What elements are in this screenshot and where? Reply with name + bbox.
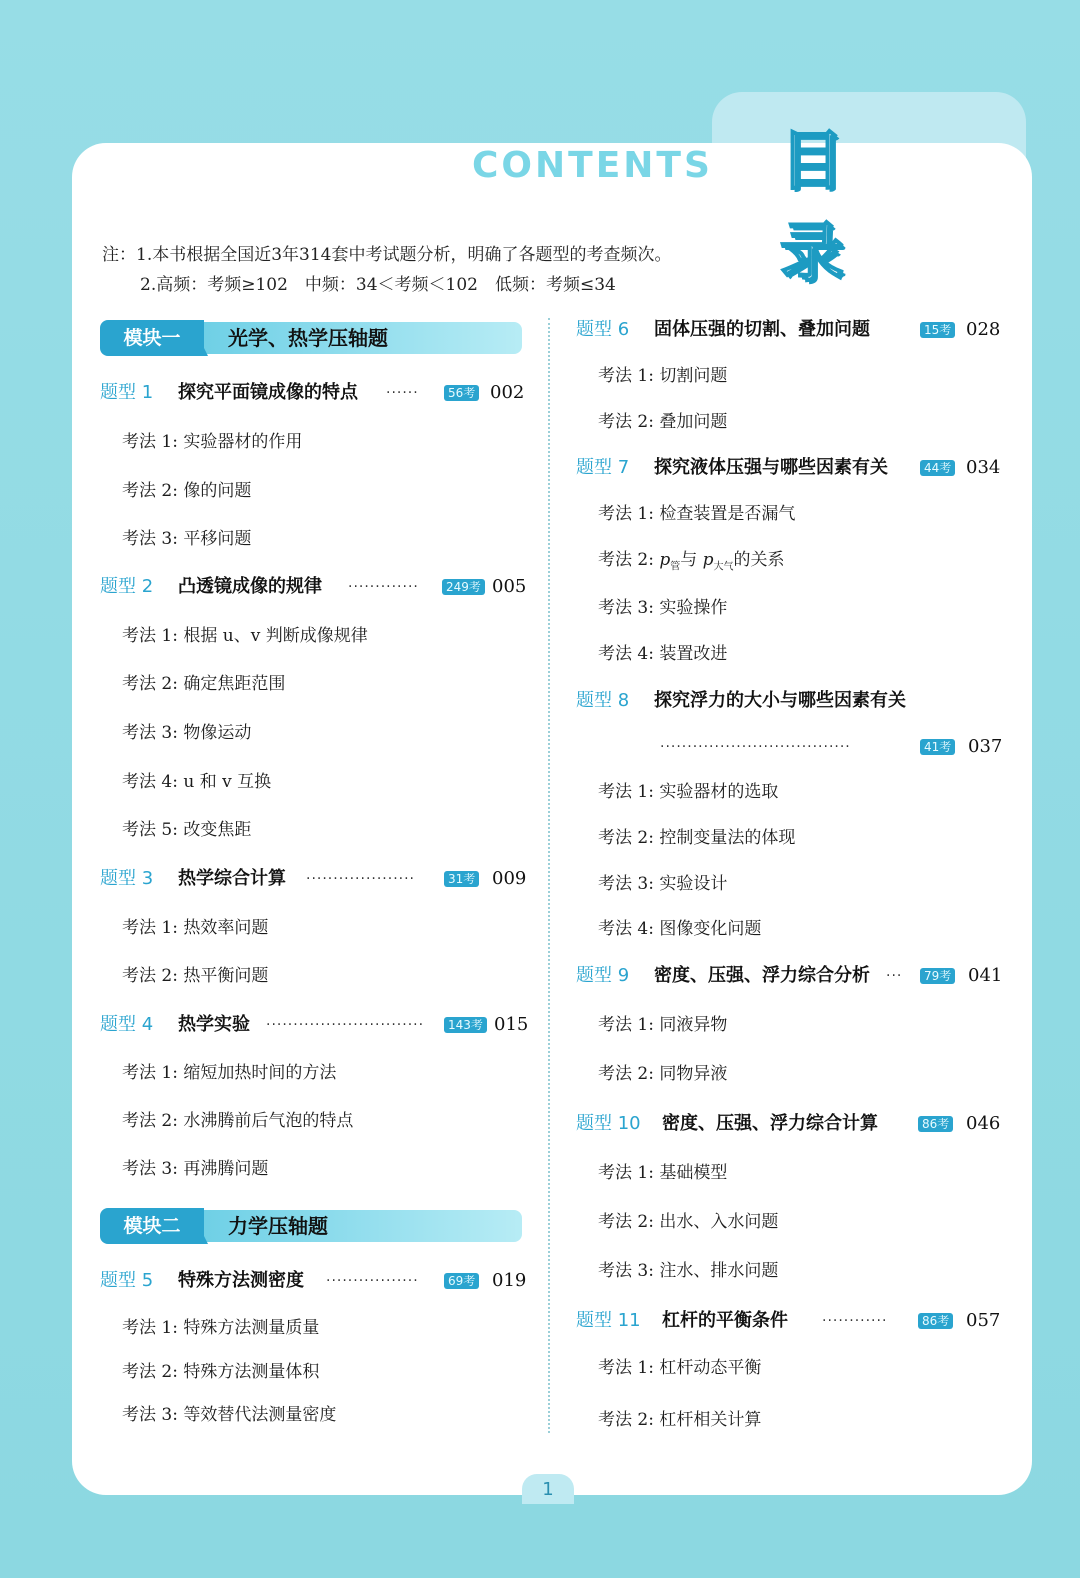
topic-number: 题型 4: [100, 1014, 154, 1035]
toc-topic-7[interactable]: [576, 453, 1000, 483]
toc-method[interactable]: 考法 2: 确定焦距范围: [122, 674, 286, 694]
page-ref: 002: [490, 382, 525, 403]
topic-number: 题型 6: [576, 319, 630, 340]
toc-method[interactable]: 考法 4: 装置改进: [598, 644, 728, 664]
topic-number: 题型 3: [100, 868, 154, 889]
toc-method[interactable]: 考法 1: 基础模型: [598, 1163, 728, 1183]
topic-title: 固体压强的切割、叠加问题: [654, 319, 870, 340]
frequency-badge: 69考: [444, 1273, 479, 1289]
toc-method[interactable]: 考法 1: 实验器材的选取: [598, 782, 779, 802]
frequency-badge: 79考: [920, 968, 955, 984]
toc-topic-9[interactable]: [576, 961, 1003, 991]
toc-topic-8[interactable]: [576, 686, 1000, 716]
module-label: 模块一: [100, 320, 204, 356]
toc-method[interactable]: 考法 1: 同液异物: [598, 1015, 728, 1035]
page-ref: 041: [968, 965, 1003, 986]
topic-title: 探究浮力的大小与哪些因素有关: [654, 690, 906, 711]
topic-number: 题型 8: [576, 690, 630, 711]
toc-topic-2[interactable]: [100, 572, 527, 602]
toc-topic-6[interactable]: [576, 315, 1000, 345]
toc-method[interactable]: 考法 1: 实验器材的作用: [122, 432, 303, 452]
word-relation: 的关系: [733, 550, 785, 570]
topic-title: 探究平面镜成像的特点: [178, 382, 358, 403]
toc-method[interactable]: 考法 5: 改变焦距: [122, 820, 252, 840]
page-ref: 057: [966, 1310, 1001, 1331]
frequency-badge: 56考: [444, 385, 479, 401]
frequency-badge: 86考: [918, 1116, 953, 1132]
page-ref: 046: [966, 1113, 1001, 1134]
leader-dots: ·············: [348, 579, 419, 595]
page-ref: 005: [492, 576, 527, 597]
toc-method[interactable]: 考法 3: 实验操作: [598, 598, 728, 618]
topic-title: 热学综合计算: [178, 868, 286, 889]
topic-title: 杠杆的平衡条件: [662, 1310, 788, 1331]
toc-method[interactable]: 考法 3: 平移问题: [122, 529, 252, 549]
toc-method[interactable]: 考法 2: 出水、入水问题: [598, 1212, 779, 1232]
leader-dots: ···································: [660, 739, 851, 755]
toc-method[interactable]: 考法 3: 等效替代法测量密度: [122, 1405, 337, 1425]
toc-topic-3[interactable]: [100, 864, 527, 894]
toc-topic-10[interactable]: [576, 1109, 1000, 1139]
module-title: 力学压轴题: [228, 1214, 328, 1238]
toc-method[interactable]: 考法 1: 根据 u、v 判断成像规律: [122, 626, 368, 646]
contents-heading: CONTENTS: [472, 145, 713, 186]
toc-method[interactable]: 考法 4: u 和 v 互换: [122, 772, 272, 792]
method-prefix: 考法 2:: [598, 550, 654, 570]
subscript-tube: 管: [670, 561, 681, 573]
topic-number: 题型 2: [100, 576, 154, 597]
toc-topic-5[interactable]: [100, 1266, 527, 1296]
toc-method[interactable]: 考法 4: 图像变化问题: [598, 919, 762, 939]
frequency-badge: 86考: [918, 1313, 953, 1329]
note-line-2: 2.高频：考频≥102 中频：34＜考频＜102 低频：考频≤34: [140, 275, 616, 295]
toc-method[interactable]: 考法 1: 杠杆动态平衡: [598, 1358, 762, 1378]
module-title: 光学、热学压轴题: [228, 326, 388, 350]
frequency-badge: 31考: [444, 871, 479, 887]
toc-method[interactable]: 考法 1: 缩短加热时间的方法: [122, 1063, 337, 1083]
topic-number: 题型 7: [576, 457, 630, 478]
column-divider: [548, 318, 550, 1433]
toc-method[interactable]: 考法 2: 叠加问题: [598, 412, 728, 432]
frequency-badge: 249考: [442, 579, 485, 595]
toc-method[interactable]: 考法 2: 水沸腾前后气泡的特点: [122, 1111, 354, 1131]
frequency-badge: 44考: [920, 460, 955, 476]
page-title: 目录: [780, 125, 882, 291]
frequency-badge: 41考: [920, 739, 955, 755]
toc-method[interactable]: 考法 1: 检查装置是否漏气: [598, 504, 796, 524]
topic-title: 特殊方法测密度: [178, 1270, 304, 1291]
topic-number: 题型 5: [100, 1270, 154, 1291]
page-ref: 009: [492, 868, 527, 889]
toc-method[interactable]: 考法 2: 同物异液: [598, 1064, 728, 1084]
toc-method[interactable]: 考法 2: 控制变量法的体现: [598, 828, 796, 848]
page-ref: 019: [492, 1270, 527, 1291]
leader-dots: ···: [886, 968, 903, 984]
module-label: 模块二: [100, 1208, 204, 1244]
toc-method[interactable]: 考法 2: 热平衡问题: [122, 966, 269, 986]
toc-method[interactable]: 考法 2: 特殊方法测量体积: [122, 1362, 320, 1382]
word-and: 与: [680, 550, 698, 570]
page-ref: 015: [494, 1014, 529, 1035]
topic-number: 题型 11: [576, 1310, 641, 1331]
topic-title: 密度、压强、浮力综合分析: [654, 965, 870, 986]
leader-dots: ····················: [306, 871, 416, 887]
module-1-header: [100, 320, 524, 356]
toc-topic-4[interactable]: [100, 1010, 529, 1040]
note: [102, 240, 671, 300]
topic-title: 热学实验: [178, 1014, 250, 1035]
toc-method[interactable]: 考法 1: 特殊方法测量质量: [122, 1318, 320, 1338]
note-line-1: 注：1.本书根据全国近3年314套中考试题分析，明确了各题型的考查频次。: [102, 245, 672, 265]
toc-method[interactable]: 考法 2: 杠杆相关计算: [598, 1410, 762, 1430]
toc-method[interactable]: 考法 3: 物像运动: [122, 723, 252, 743]
topic-title: 密度、压强、浮力综合计算: [662, 1113, 878, 1134]
leader-dots: ······: [386, 385, 419, 401]
frequency-badge: 15考: [920, 322, 955, 338]
toc-method[interactable]: 考法 3: 再沸腾问题: [122, 1159, 269, 1179]
symbol-p-atm: p: [702, 550, 714, 570]
frequency-badge: 143考: [444, 1017, 487, 1033]
topic-title: 凸透镜成像的规律: [178, 576, 322, 597]
toc-topic-8-line-2[interactable]: [576, 732, 1003, 762]
subscript-atm: 大气: [713, 561, 734, 573]
toc-method[interactable]: 考法 3: 实验设计: [598, 874, 728, 894]
page-ref: 028: [966, 319, 1001, 340]
toc-topic-11[interactable]: [576, 1306, 1000, 1336]
leader-dots: ············: [822, 1313, 888, 1329]
topic-number: 题型 10: [576, 1113, 641, 1134]
leader-dots: ·····························: [266, 1017, 425, 1033]
toc-method[interactable]: 考法 1: 切割问题: [598, 366, 728, 386]
toc-method[interactable]: 考法 2: 像的问题: [122, 481, 252, 501]
toc-method[interactable]: 考法 1: 热效率问题: [122, 918, 269, 938]
module-2-header: [100, 1208, 524, 1244]
leader-dots: ·················: [326, 1273, 419, 1289]
toc-method[interactable]: 考法 3: 注水、排水问题: [598, 1261, 779, 1281]
page-number: 1: [522, 1474, 574, 1504]
page-ref: 034: [966, 457, 1001, 478]
toc-topic-1[interactable]: [100, 378, 524, 408]
topic-number: 题型 1: [100, 382, 154, 403]
toc-method-pressure[interactable]: [598, 546, 785, 581]
page-ref: 037: [968, 736, 1003, 757]
topic-number: 题型 9: [576, 965, 630, 986]
symbol-p-tube: p: [659, 550, 671, 570]
topic-title: 探究液体压强与哪些因素有关: [654, 457, 888, 478]
